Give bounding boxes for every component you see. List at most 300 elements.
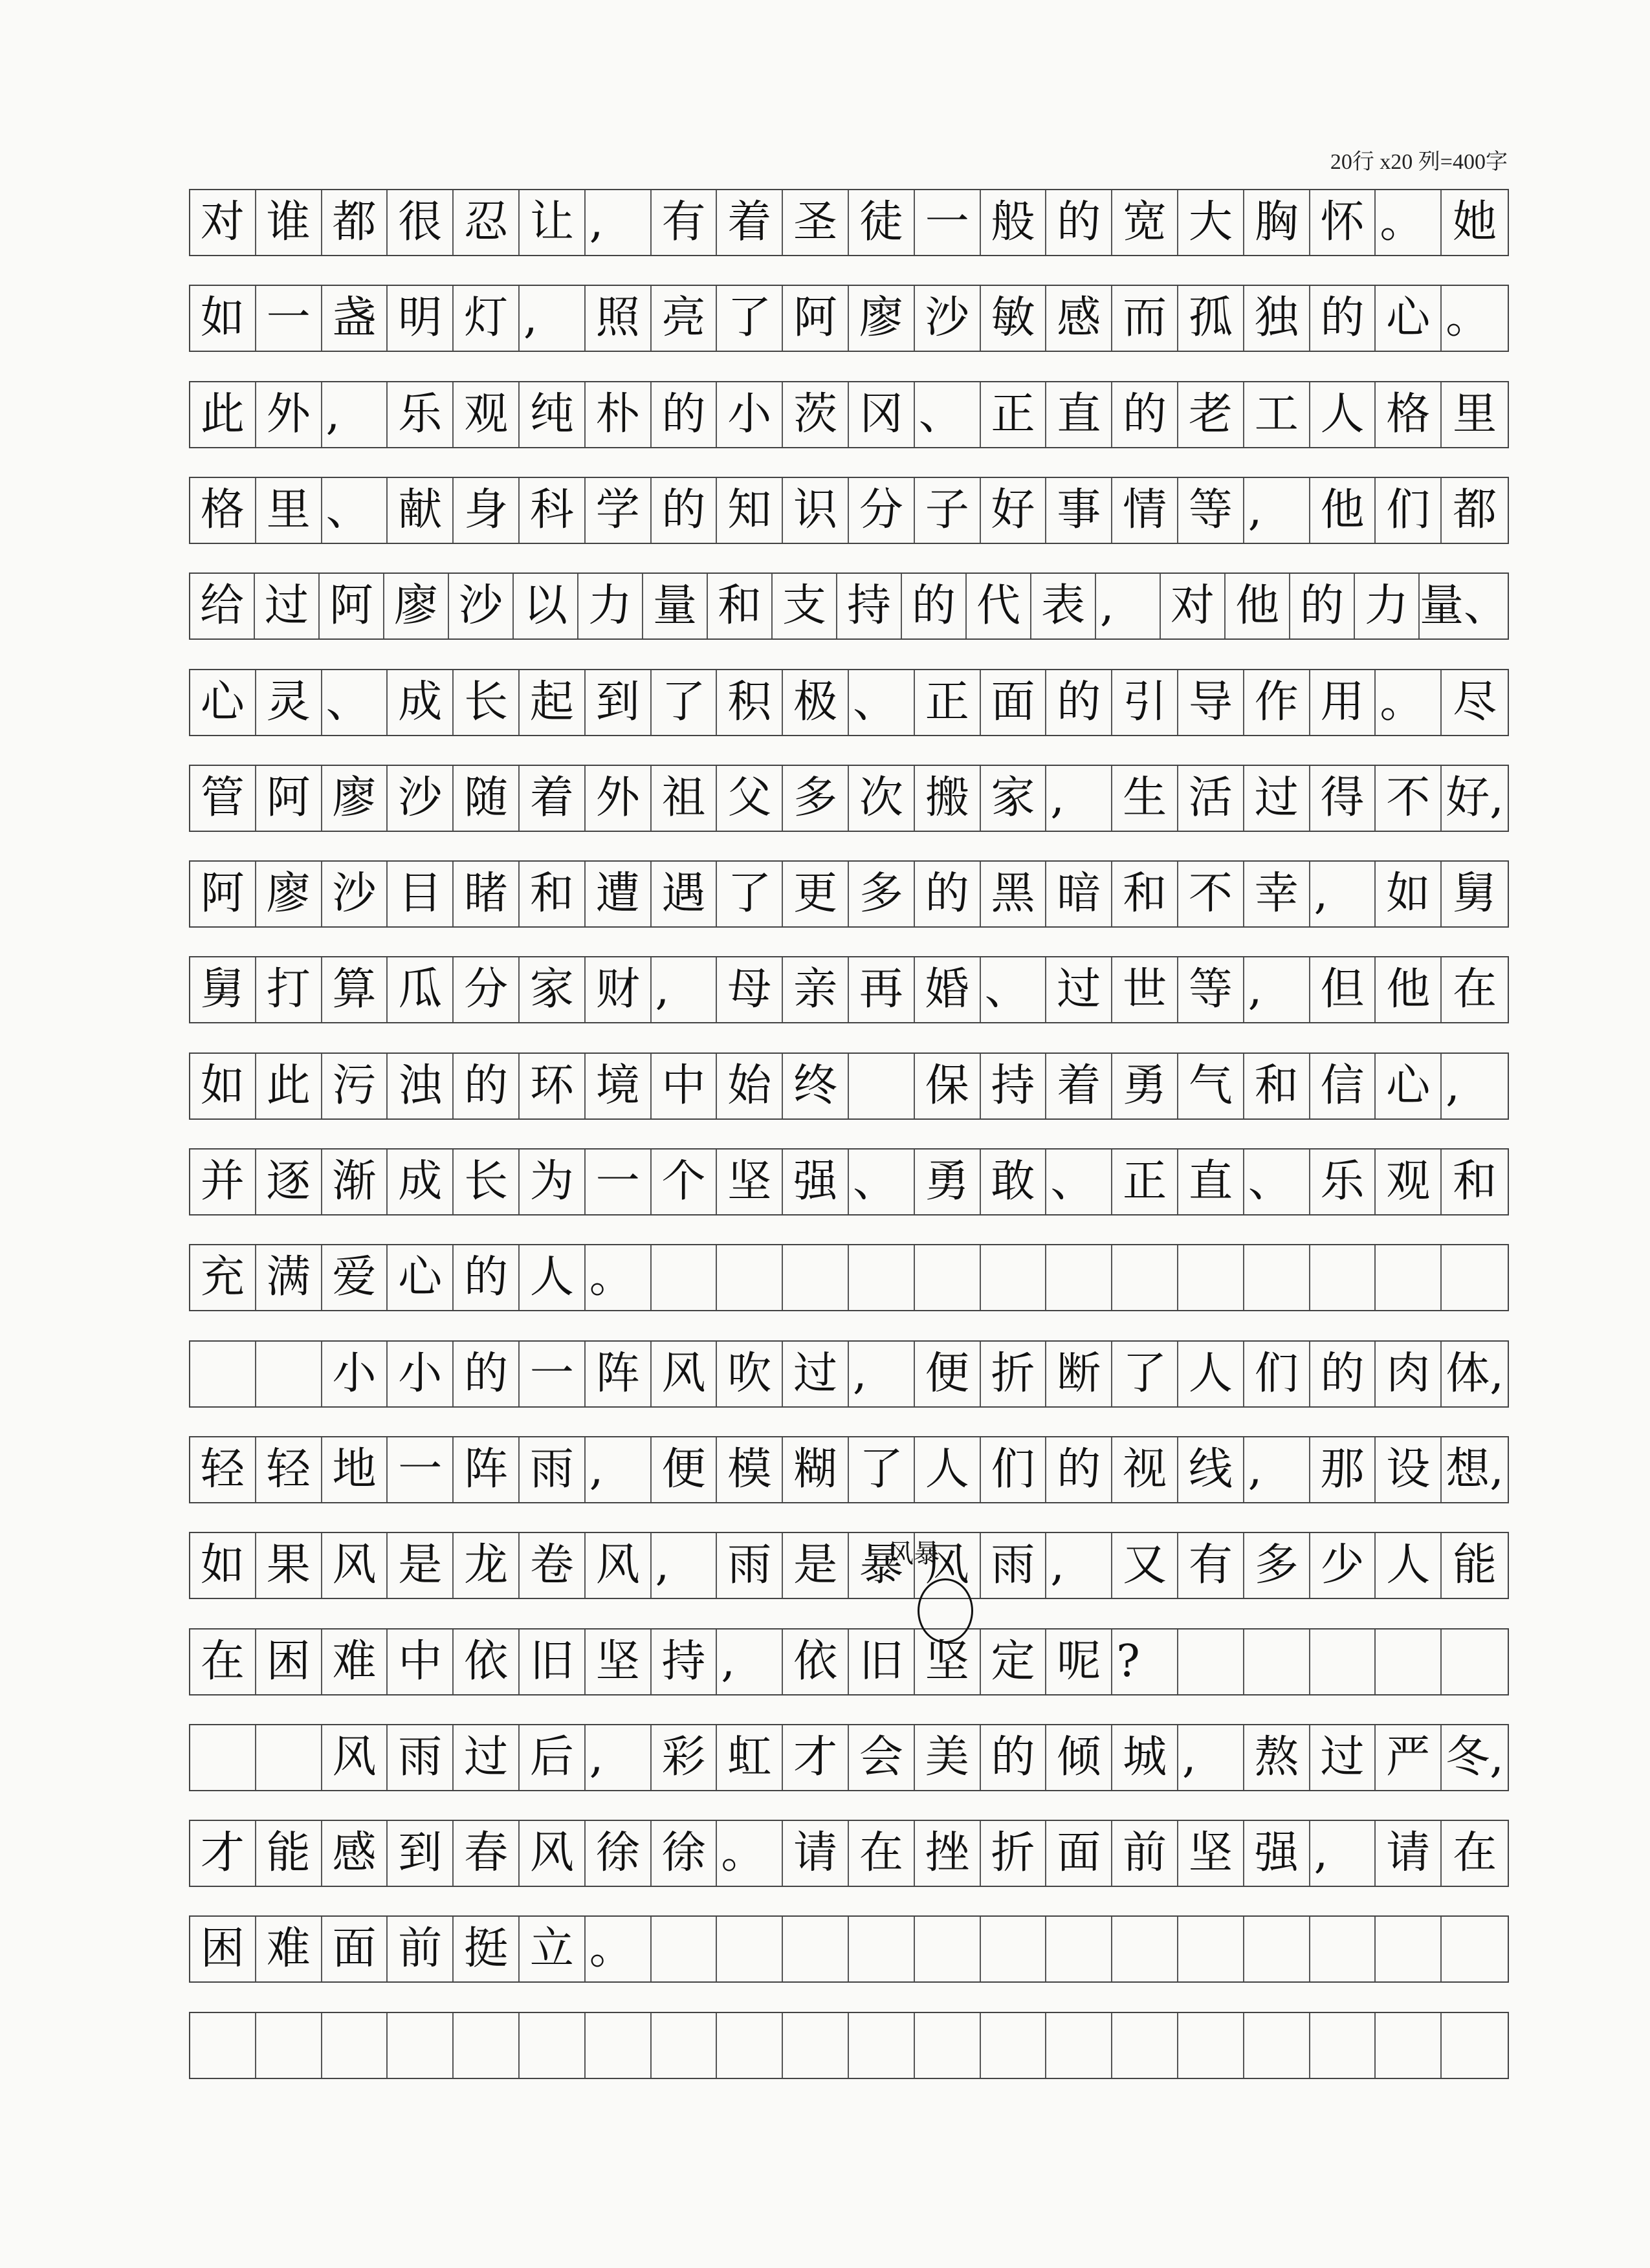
grid-cell: 风 [915, 1533, 981, 1598]
grid-cell: 廖 [256, 862, 322, 926]
grid-cell: 、 [1244, 1150, 1310, 1214]
grid-cell: 亲 [783, 957, 849, 1022]
grid-cell: 难 [322, 1630, 388, 1694]
grid-cell: 遭 [586, 862, 652, 926]
grid-row [189, 1820, 1509, 1887]
grid-cell: 在 [849, 1821, 915, 1886]
grid-cell [1376, 1630, 1442, 1694]
grid-cell: , [1096, 574, 1161, 638]
grid-cell: 老 [1178, 382, 1244, 447]
grid-cell [1112, 1245, 1178, 1310]
grid-cell: 旧 [520, 1630, 586, 1694]
grid-cell: 管 [190, 766, 256, 831]
grid-cell: 面 [981, 670, 1047, 735]
grid-cell: 心 [1376, 1054, 1442, 1118]
grid-row [189, 477, 1509, 544]
grid-cell: 旧 [849, 1630, 915, 1694]
grid-cell: , [1244, 478, 1310, 543]
grid-cell: 随 [454, 766, 520, 831]
grid-cell: 挺 [454, 1917, 520, 1981]
grid-spec-label: 20行 x20 列=400字 [1330, 150, 1508, 174]
grid-cell: 持 [652, 1630, 718, 1694]
grid-cell [652, 2013, 718, 2078]
grid-cell: 持 [837, 574, 902, 638]
grid-cell: 渐 [322, 1150, 388, 1214]
grid-cell: 为 [520, 1150, 586, 1214]
grid-cell: 着 [1046, 1054, 1112, 1118]
grid-cell [1178, 1630, 1244, 1694]
grid-cell: 身 [454, 478, 520, 543]
grid-cell: 暴 [849, 1533, 915, 1598]
grid-cell [1442, 1917, 1508, 1981]
grid-cell: 过 [783, 1342, 849, 1406]
grid-cell: 怀 [1310, 190, 1376, 255]
grid-cell [1376, 1917, 1442, 1981]
grid-cell [652, 1917, 718, 1981]
grid-cell: 肉 [1376, 1342, 1442, 1406]
grid-cell: 暗 [1046, 862, 1112, 926]
grid-cell: 外 [586, 766, 652, 831]
grid-cell: 。 [586, 1917, 652, 1981]
grid-cell: 在 [1453, 1827, 1497, 1879]
grid-cell: 算 [322, 957, 388, 1022]
grid-cell [915, 1245, 981, 1310]
grid-cell: 父 [717, 766, 783, 831]
grid-cell: , [1310, 1821, 1376, 1886]
grid-cell: 会 [849, 1725, 915, 1790]
grid-cell: 呢 [1046, 1630, 1112, 1694]
grid-cell: 、 [322, 478, 388, 543]
grid-cell: 打 [256, 957, 322, 1022]
grid-cell: 是 [783, 1533, 849, 1598]
grid-cell: , [1310, 862, 1376, 926]
grid-cell: 地 [322, 1437, 388, 1502]
grid-cell [1046, 2013, 1112, 2078]
grid-cell: 情 [1112, 478, 1178, 543]
grid-cell [717, 2013, 783, 2078]
grid-cell: 了 [1112, 1342, 1178, 1406]
grid-cell [717, 1917, 783, 1981]
grid-cell: 沙 [388, 766, 454, 831]
grid-cell [717, 1245, 783, 1310]
grid-cell: 直 [1178, 1150, 1244, 1214]
grid-cell: 个 [652, 1150, 718, 1214]
grid-cell: 坚 [586, 1630, 652, 1694]
grid-cell: 的 [915, 862, 981, 926]
grid-cell: 徐 [652, 1821, 718, 1886]
grid-cell: 风 [652, 1342, 718, 1406]
grid-row [189, 1532, 1509, 1599]
grid-cell: 人 [1178, 1342, 1244, 1406]
grid-cell: 小 [322, 1342, 388, 1406]
grid-cell: 瓜 [388, 957, 454, 1022]
grid-cell [388, 2013, 454, 2078]
grid-cell: 。 [1446, 292, 1490, 343]
grid-cell: 用 [1310, 670, 1376, 735]
grid-cell: 坚 [717, 1150, 783, 1214]
grid-cell: 盏 [322, 286, 388, 351]
grid-cell: 到 [388, 1821, 454, 1886]
grid-cell: 少 [1310, 1533, 1376, 1598]
grid-row [189, 1148, 1509, 1216]
grid-cell: 保 [915, 1054, 981, 1118]
grid-cell: , [1244, 1437, 1310, 1502]
grid-row [189, 860, 1509, 928]
grid-cell: 纯 [520, 382, 586, 447]
grid-cell: 家 [981, 766, 1047, 831]
grid-cell [783, 1245, 849, 1310]
grid-cell: 世 [1112, 957, 1178, 1022]
grid-cell: , [652, 957, 718, 1022]
grid-cell: 了 [652, 670, 718, 735]
grid-cell: 一 [388, 1437, 454, 1502]
grid-cell: 便 [652, 1437, 718, 1502]
grid-cell [915, 1917, 981, 1981]
grid-cell: 的 [1112, 382, 1178, 447]
grid-cell: 学 [586, 478, 652, 543]
grid-cell: 工 [1244, 382, 1310, 447]
grid-cell: , [586, 1437, 652, 1502]
grid-cell: 污 [322, 1054, 388, 1118]
grid-cell: 了 [849, 1437, 915, 1502]
grid-cell: 面 [322, 1917, 388, 1981]
grid-cell: 的 [1046, 190, 1112, 255]
grid-cell: 一 [520, 1342, 586, 1406]
grid-cell: 终 [783, 1054, 849, 1118]
grid-cell: 目 [388, 862, 454, 926]
grid-cell: 都 [322, 190, 388, 255]
grid-row [189, 189, 1509, 256]
grid-row [189, 285, 1509, 352]
grid-cell: 能 [256, 1821, 322, 1886]
grid-cell [1046, 1917, 1112, 1981]
grid-cell: 勇 [915, 1150, 981, 1214]
grid-cell: 家 [520, 957, 586, 1022]
grid-cell: 和 [1244, 1054, 1310, 1118]
grid-cell: 难 [256, 1917, 322, 1981]
grid-cell: , [652, 1533, 718, 1598]
grid-cell: 请 [783, 1821, 849, 1886]
grid-cell: 满 [256, 1245, 322, 1310]
grid-cell: 才 [783, 1725, 849, 1790]
grid-cell: 到 [586, 670, 652, 735]
grid-cell: 阿 [190, 862, 256, 926]
grid-cell: 人 [520, 1245, 586, 1310]
grid-cell: 他 [1310, 478, 1376, 543]
grid-cell: 而 [1112, 286, 1178, 351]
grid-cell: 好 [981, 478, 1047, 543]
grid-row [189, 1724, 1509, 1791]
grid-cell: 观 [454, 382, 520, 447]
grid-cell: 一 [915, 190, 981, 255]
grid-cell: 春 [454, 1821, 520, 1886]
grid-cell: 更 [783, 862, 849, 926]
grid-cell: 的 [454, 1054, 520, 1118]
grid-cell: 忍 [454, 190, 520, 255]
grid-cell: 作 [1244, 670, 1310, 735]
grid-cell [849, 2013, 915, 2078]
grid-cell: 生 [1112, 766, 1178, 831]
grid-cell: 如 [1376, 862, 1442, 926]
grid-cell: 财 [586, 957, 652, 1022]
grid-cell: 廖 [384, 574, 449, 638]
grid-cell: 如 [190, 1054, 256, 1118]
grid-cell: 幸 [1244, 862, 1310, 926]
grid-cell: 是 [388, 1533, 454, 1598]
grid-cell [1376, 1245, 1442, 1310]
grid-cell: 折 [981, 1821, 1047, 1886]
grid-cell: 的 [454, 1245, 520, 1310]
grid-cell: 尽 [1453, 677, 1497, 728]
grid-cell: 量、 [1419, 580, 1508, 631]
grid-cell: 着 [717, 190, 783, 255]
grid-cell: 充 [190, 1245, 256, 1310]
grid-cell: 亮 [652, 286, 718, 351]
grid-cell [1244, 1630, 1310, 1694]
grid-cell: 长 [454, 1150, 520, 1214]
grid-cell: 正 [981, 382, 1047, 447]
grid-cell: 独 [1244, 286, 1310, 351]
grid-cell: 轻 [256, 1437, 322, 1502]
grid-cell: 圣 [783, 190, 849, 255]
grid-cell: 风 [520, 1821, 586, 1886]
grid-cell: 雨 [388, 1725, 454, 1790]
grid-cell: 小 [717, 382, 783, 447]
grid-cell: 乐 [388, 382, 454, 447]
grid-cell: 坚 [1178, 1821, 1244, 1886]
grid-cell: 依 [454, 1630, 520, 1694]
grid-cell: 里 [256, 478, 322, 543]
grid-cell: 好, [1446, 772, 1504, 823]
grid-cell: 得 [1310, 766, 1376, 831]
grid-cell: 一 [586, 1150, 652, 1214]
grid-cell: 信 [1310, 1054, 1376, 1118]
grid-cell: 定 [981, 1630, 1047, 1694]
grid-cell [586, 2013, 652, 2078]
grid-cell: 面 [1046, 1821, 1112, 1886]
grid-cell: 茨 [783, 382, 849, 447]
grid-cell [849, 1245, 915, 1310]
grid-cell: 乐 [1310, 1150, 1376, 1214]
grid-cell: 的 [652, 478, 718, 543]
grid-row [189, 765, 1509, 832]
grid-cell: 的 [652, 382, 718, 447]
grid-cell: 多 [849, 862, 915, 926]
grid-cell [915, 2013, 981, 2078]
grid-cell: 长 [454, 670, 520, 735]
grid-cell: 的 [981, 1725, 1047, 1790]
grid-cell [1442, 2013, 1508, 2078]
grid-cell: 中 [388, 1630, 454, 1694]
grid-cell: 舅 [190, 957, 256, 1022]
grid-cell: 力 [578, 574, 643, 638]
grid-cell: 。 [586, 1245, 652, 1310]
grid-cell: 强 [783, 1150, 849, 1214]
grid-cell: 正 [1112, 1150, 1178, 1214]
grid-cell: 了 [717, 286, 783, 351]
grid-cell: 、 [849, 670, 915, 735]
grid-cell: 心 [190, 670, 256, 735]
grid-cell: 阿 [256, 766, 322, 831]
grid-cell: 但 [1310, 957, 1376, 1022]
grid-row [189, 669, 1509, 736]
grid-cell: 过 [1310, 1725, 1376, 1790]
grid-cell [849, 1917, 915, 1981]
grid-cell: 严 [1376, 1725, 1442, 1790]
grid-cell: 量 [643, 574, 708, 638]
grid-cell: 廖 [322, 766, 388, 831]
grid-cell: 坚 [915, 1630, 981, 1694]
grid-cell: 风 [586, 1533, 652, 1598]
grid-cell: 冬, [1446, 1732, 1504, 1783]
grid-cell: 过 [454, 1725, 520, 1790]
grid-cell: 便 [915, 1342, 981, 1406]
grid-cell: 那 [1310, 1437, 1376, 1502]
grid-cell [1178, 1917, 1244, 1981]
grid-cell [981, 2013, 1047, 2078]
grid-cell: 了 [717, 862, 783, 926]
grid-cell: 始 [717, 1054, 783, 1118]
grid-cell: 里 [1453, 389, 1497, 440]
grid-cell: 前 [388, 1917, 454, 1981]
grid-cell: 雨 [981, 1533, 1047, 1598]
grid-cell: 观 [1376, 1150, 1442, 1214]
grid-cell: 睹 [454, 862, 520, 926]
grid-cell: 次 [849, 766, 915, 831]
grid-cell: , [1046, 1533, 1112, 1598]
grid-cell: 龙 [454, 1533, 520, 1598]
grid-cell: 成 [388, 670, 454, 735]
grid-cell [1244, 2013, 1310, 2078]
grid-cell [1046, 1245, 1112, 1310]
grid-cell: 宽 [1112, 190, 1178, 255]
grid-cell: 果 [256, 1533, 322, 1598]
grid-cell: 环 [520, 1054, 586, 1118]
grid-cell: 给 [190, 574, 255, 638]
grid-cell: 敏 [981, 286, 1047, 351]
grid-cell: 糊 [783, 1437, 849, 1502]
grid-cell: 对 [190, 190, 256, 255]
grid-cell: 才 [190, 1821, 256, 1886]
grid-cell: 等 [1178, 957, 1244, 1022]
grid-cell [454, 2013, 520, 2078]
grid-cell: 灯 [454, 286, 520, 351]
grid-cell: 的 [1046, 670, 1112, 735]
grid-cell: 大 [1178, 190, 1244, 255]
grid-row [189, 381, 1509, 448]
grid-cell: 廖 [849, 286, 915, 351]
grid-cell: 们 [1244, 1342, 1310, 1406]
grid-cell: 祖 [652, 766, 718, 831]
grid-cell: 、 [915, 382, 981, 447]
grid-cell: 不 [1376, 766, 1442, 831]
grid-cell: 阿 [320, 574, 384, 638]
grid-cell: 如 [190, 1533, 256, 1598]
grid-cell: 模 [717, 1437, 783, 1502]
grid-cell [256, 2013, 322, 2078]
grid-cell: 力 [1355, 574, 1420, 638]
grid-cell: 。 [1376, 190, 1442, 255]
grid-cell: 请 [1376, 1821, 1442, 1886]
grid-cell: 让 [520, 190, 586, 255]
grid-cell: 人 [1376, 1533, 1442, 1598]
grid-cell: 很 [388, 190, 454, 255]
grid-cell: 的 [454, 1342, 520, 1406]
grid-cell: 灵 [256, 670, 322, 735]
grid-row [189, 1244, 1509, 1311]
grid-cell: 美 [915, 1725, 981, 1790]
grid-cell: 体, [1446, 1348, 1504, 1399]
grid-cell: ? [1112, 1630, 1178, 1694]
grid-cell: 表 [1031, 574, 1096, 638]
grid-cell: 能 [1453, 1540, 1497, 1591]
grid-cell: 风 [322, 1725, 388, 1790]
grid-row [189, 572, 1509, 640]
grid-cell: 虹 [717, 1725, 783, 1790]
grid-cell: 冈 [849, 382, 915, 447]
grid-cell: , [586, 1725, 652, 1790]
grid-cell: 线 [1178, 1437, 1244, 1502]
grid-cell: 导 [1178, 670, 1244, 735]
grid-cell: 积 [717, 670, 783, 735]
grid-cell: 困 [256, 1630, 322, 1694]
grid-cell: 活 [1178, 766, 1244, 831]
grid-cell: 徐 [586, 1821, 652, 1886]
grid-cell: 心 [388, 1245, 454, 1310]
grid-cell: 过 [1244, 766, 1310, 831]
grid-cell: 起 [520, 670, 586, 735]
grid-cell: , [520, 286, 586, 351]
grid-cell: 正 [915, 670, 981, 735]
grid-cell: 知 [717, 478, 783, 543]
grid-cell: 极 [783, 670, 849, 735]
grid-cell [256, 1725, 322, 1790]
essay-grid [189, 189, 1509, 2108]
grid-cell [322, 2013, 388, 2078]
grid-cell: , [322, 382, 388, 447]
grid-cell: 、 [322, 670, 388, 735]
grid-cell: 一 [256, 286, 322, 351]
grid-cell: 勇 [1112, 1054, 1178, 1118]
grid-cell [1178, 1245, 1244, 1310]
grid-cell [1376, 2013, 1442, 2078]
grid-cell: 彩 [652, 1725, 718, 1790]
grid-cell: 母 [717, 957, 783, 1022]
grid-cell: 都 [1453, 485, 1497, 536]
grid-cell: 爱 [322, 1245, 388, 1310]
grid-cell: 如 [190, 286, 256, 351]
grid-cell: 的 [1046, 1437, 1112, 1502]
grid-cell: , [1046, 766, 1112, 831]
grid-cell: 、 [1046, 1150, 1112, 1214]
grid-cell: 感 [1046, 286, 1112, 351]
grid-cell: 的 [1310, 1342, 1376, 1406]
grid-cell: 明 [388, 286, 454, 351]
grid-row [189, 956, 1509, 1023]
grid-cell: 浊 [388, 1054, 454, 1118]
grid-cell: 阵 [586, 1342, 652, 1406]
grid-cell [190, 2013, 256, 2078]
grid-cell: 徒 [849, 190, 915, 255]
grid-cell: 视 [1112, 1437, 1178, 1502]
grid-cell: 子 [915, 478, 981, 543]
grid-cell: 断 [1046, 1342, 1112, 1406]
grid-cell: 以 [514, 574, 578, 638]
grid-cell: , [717, 1630, 783, 1694]
grid-cell: 和 [520, 862, 586, 926]
grid-cell: 想, [1446, 1444, 1504, 1495]
grid-cell: 吹 [717, 1342, 783, 1406]
